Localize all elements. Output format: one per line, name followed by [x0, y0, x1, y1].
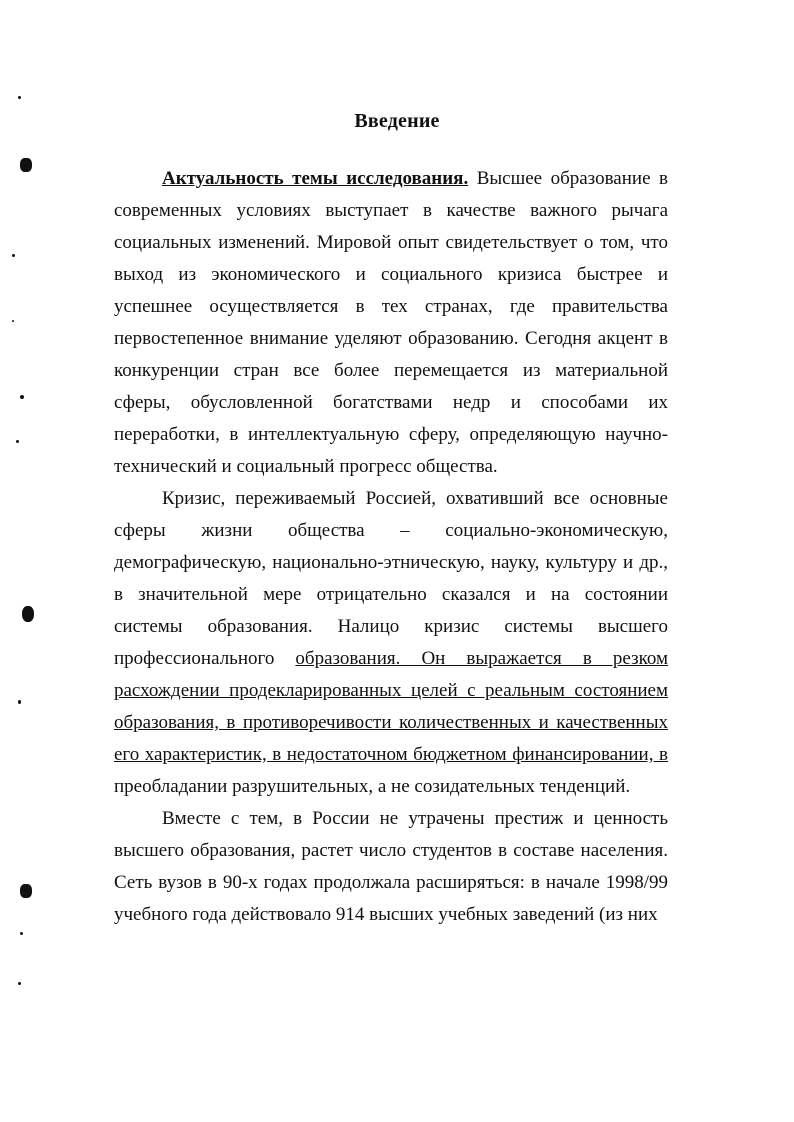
- page-title: Введение: [354, 110, 440, 132]
- scan-speck: [20, 395, 24, 399]
- scan-speck: [18, 96, 21, 99]
- paragraph-1-text: Высшее образование в современных условиях выступает в качестве важного рычага социальных изменений. Мировой опыт свидетельствует о том, что выход из экономического и социального кризиса быстрее и успешнее осуществляется в тех странах, где правительства первостепенное внимание уделяют образованию. Сегодня акцент в конкуренции стран все более перемещается из материальной сферы, обусловленной богатствами недр и способами их переработки, в интеллектуальную сферу, определяющую научно-технический и социальный прогресс общества.: [114, 168, 668, 477]
- paragraph-2-underlined: образования. Он выражается в резком расхождении продекларированных целей с реальным состоянием образования, в противоречивости количественных и качественных его характеристик, в недостаточном бюджетном финансировании, в: [114, 648, 668, 765]
- document-body: [114, 163, 668, 931]
- scan-speck: [22, 606, 34, 622]
- scan-speck: [18, 982, 21, 985]
- paragraph-3-text: Вместе с тем, в России не утрачены престиж и ценность высшего образования, растет число студентов в составе населения. Сеть вузов в 90-х годах продолжала расширяться: в начале 1998/99 учебного года действовало 914 высших учебных заведений (из них: [114, 808, 668, 925]
- scan-speck: [18, 700, 21, 704]
- paragraph-3: [114, 803, 668, 931]
- paragraph-lead: Актуальность темы исследования.: [162, 168, 469, 189]
- paragraph-1: [114, 163, 668, 483]
- paragraph-2-text-b: преобладании разрушительных, а не созидательных тенденций.: [114, 776, 631, 797]
- paragraph-2: [114, 483, 668, 803]
- scan-speck: [20, 884, 32, 898]
- scan-speck: [16, 440, 19, 443]
- scan-speck: [12, 320, 14, 322]
- paragraph-2-text-a: Кризис, переживаемый Россией, охвативший все основные сферы жизни общества – социально-экономическую, демографическую, национально-этническую, науку, культуру и др., в значительной мере отрицательно сказался и на состоянии системы образования. Налицо кризис системы высшего профессионального: [114, 488, 668, 669]
- scan-speck: [20, 932, 23, 935]
- scan-speck: [12, 254, 15, 257]
- scan-speck: [20, 158, 32, 172]
